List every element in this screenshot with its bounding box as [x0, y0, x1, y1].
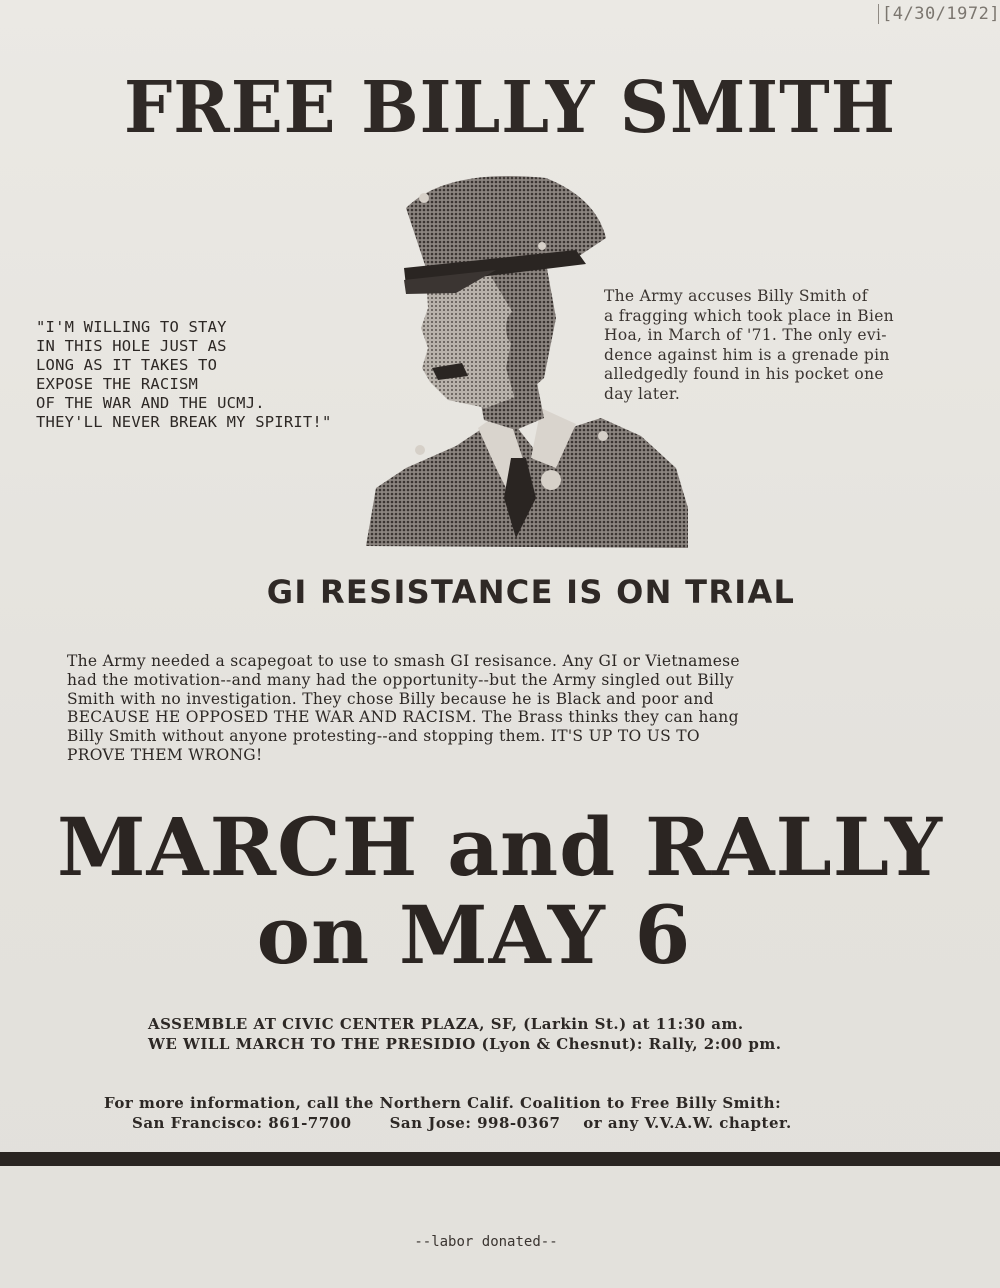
contact-san-jose: San Jose: 998-0367	[389, 1114, 561, 1132]
flyer-title: FREE BILLY SMITH	[124, 66, 896, 150]
subheading: GI RESISTANCE IS ON TRIAL	[266, 573, 796, 611]
labor-donated-note: --labor donated--	[414, 1234, 558, 1250]
headline-date: on MAY 6	[256, 888, 692, 982]
lower-strip	[0, 1166, 1000, 1288]
accusation-paragraph: The Army accuses Billy Smith of a fragging which took place in Bien Hoa, in March of '71. The only evi- dence against him is a grenade pin alledgedly found in his pocket one day later.	[604, 287, 894, 403]
contact-vvaw: or any V.V.A.W. chapter.	[583, 1114, 792, 1132]
divider-rule	[0, 1152, 1000, 1166]
body-paragraph: The Army needed a scapegoat to use to smash GI resisance. Any GI or Vietnamese had the motivation--and many had the opportunity--but the Army singled out Billy Smith with no investigation. They chose Billy because he is Black and poor and BECAUSE HE OPPOSED THE WAR AND RACISM. The Brass thinks they can hang Billy Smith without anyone protesting--and stopping them. IT'S UP TO US TO PROVE THEM WRONG!	[67, 652, 740, 764]
contact-info	[104, 1093, 964, 1133]
date-stamp: [4/30/1972]	[878, 4, 1000, 24]
assembly-details: ASSEMBLE AT CIVIC CENTER PLAZA, SF, (Larkin St.) at 11:30 am. WE WILL MARCH TO THE PRESIDIO (Lyon & Chesnut): Rally, 2:00 pm.	[148, 1015, 782, 1053]
contact-san-francisco: San Francisco: 861-7700	[132, 1114, 352, 1132]
contact-line: For more information, call the Northern Calif. Coalition to Free Billy Smith:	[104, 1094, 782, 1112]
contact-numbers	[104, 1113, 964, 1133]
billy-smith-quote: "I'M WILLING TO STAY IN THIS HOLE JUST AS LONG AS IT TAKES TO EXPOSE THE RACISM OF THE WAR AND THE UCMJ. THEY'LL NEVER BREAK MY SPIRIT!"	[36, 318, 332, 431]
headline-march-rally: MARCH and RALLY	[56, 800, 944, 894]
